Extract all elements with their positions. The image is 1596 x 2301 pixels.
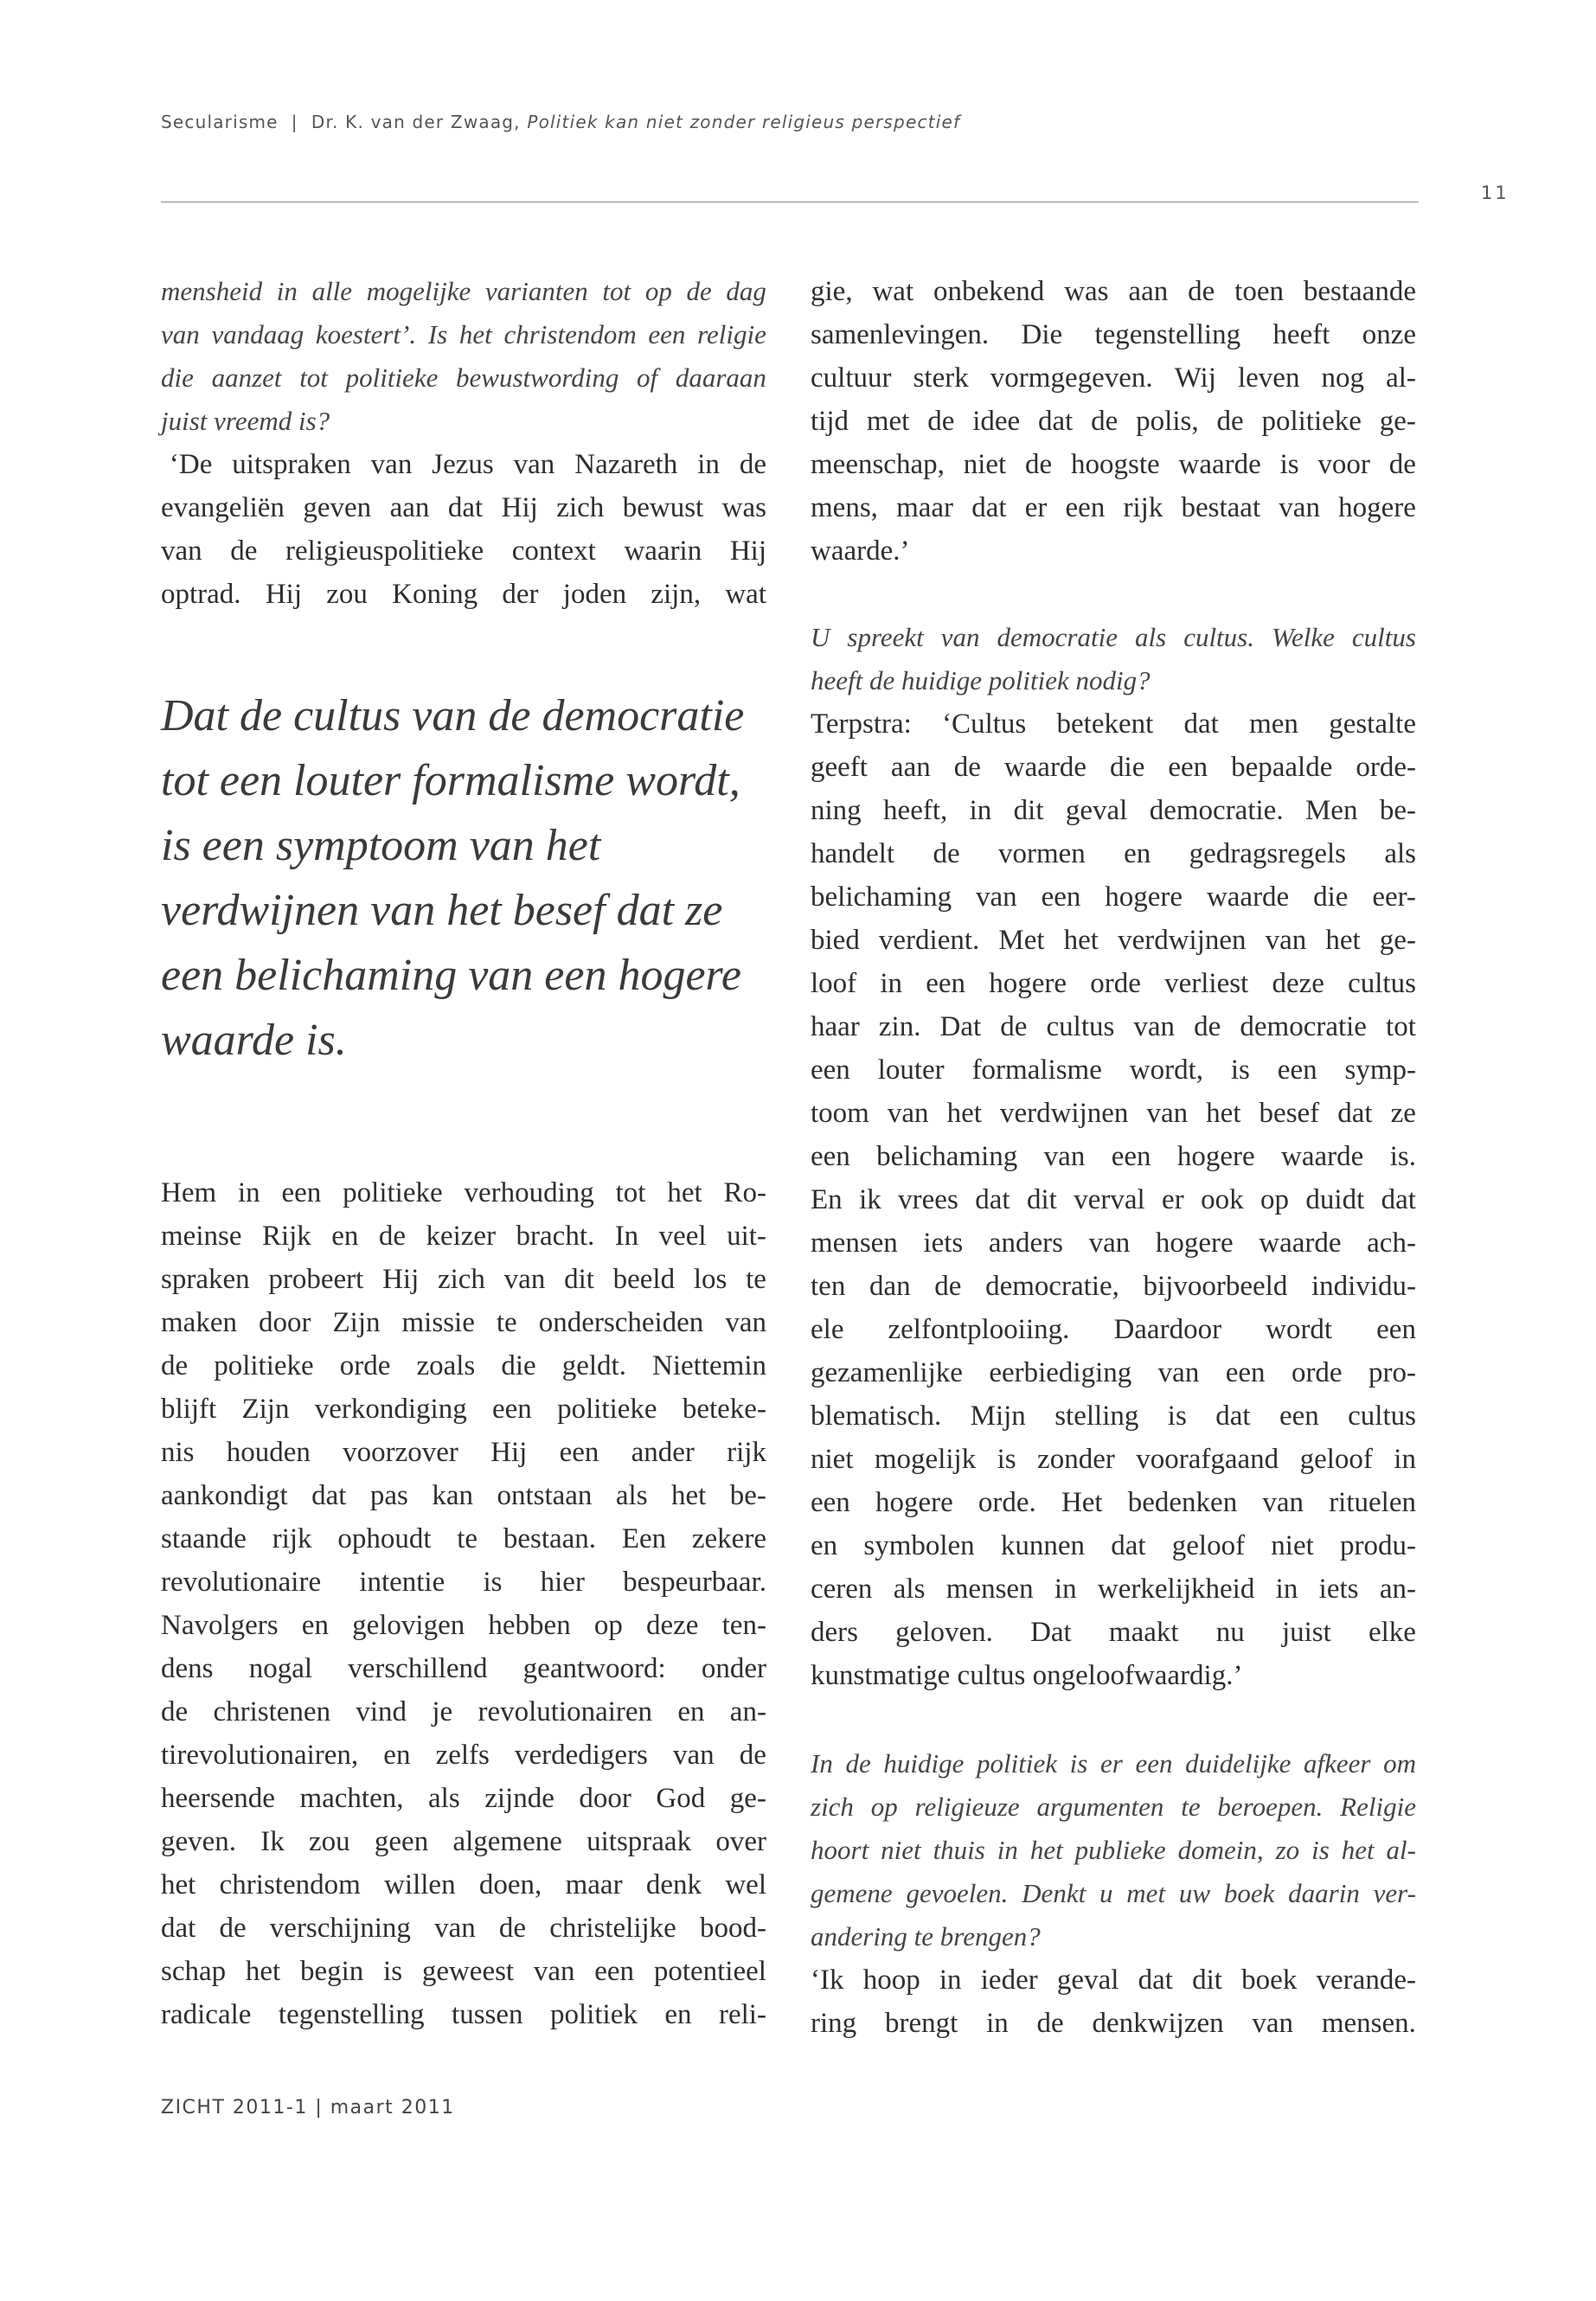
text-line: maken door Zijn missie te onderscheiden van <box>161 1307 766 1338</box>
text-line: meinse Rijk en de keizer bracht. In veel uit- <box>161 1221 766 1252</box>
text-line: Navolgers en gelovigen hebben op deze ten- <box>161 1610 766 1641</box>
text-line: belichaming van een hogere waarde die eer- <box>811 881 1416 913</box>
answer-1-continuation <box>811 270 1416 573</box>
text-line: ‘Ik hoop in ieder geval dat dit boek verande- <box>811 1965 1416 1996</box>
text-line: cultuur sterk vormgegeven. Wij leven nog al- <box>811 362 1416 394</box>
text-line: staande rijk ophoudt te bestaan. Een zekere <box>161 1523 766 1554</box>
text-line: toom van het verdwijnen van het besef dat ze <box>811 1098 1416 1129</box>
text-line: evangeliën geven aan dat Hij zich bewust was <box>161 492 766 523</box>
text-line: radicale tegenstelling tussen politiek en reli- <box>161 1999 766 2030</box>
text-line: aankondigt dat pas kan ontstaan als het be- <box>161 1480 766 1511</box>
text-line: een belichaming van een hogere <box>161 951 741 1000</box>
text-line: zich op religieuze argumenten te beroepen. Religie <box>811 1791 1416 1822</box>
text-line: geeft aan de waarde die een bepaalde orde- <box>811 752 1416 783</box>
answer-3 <box>811 1958 1416 2045</box>
text-line: gemene gevoelen. Denkt u met uw boek daarin ver- <box>811 1878 1416 1908</box>
text-line: heersende machten, als zijnde door God ge- <box>161 1783 766 1814</box>
text-line: optrad. Hij zou Koning der joden zijn, wat <box>161 579 766 610</box>
text-line: niet mogelijk is zonder voorafgaand geloof in <box>811 1444 1416 1475</box>
text-line: gezamenlijke eerbiediging van een orde pro- <box>811 1357 1416 1388</box>
text-line: van vandaag koestert’. Is het christendom een religie <box>161 319 766 349</box>
text-line: mensheid in alle mogelijke varianten tot op de dag <box>161 276 766 306</box>
header-author: Dr. K. van der Zwaag, <box>311 112 521 132</box>
text-line: loof in een hogere orde verliest deze cultus <box>811 968 1416 999</box>
text-line: ten dan de democratie, bijvoorbeeld individu- <box>811 1271 1416 1302</box>
text-line: handelt de vormen en gedragsregels als <box>811 838 1416 869</box>
text-line: spraken probeert Hij zich van dit beeld los te <box>161 1264 766 1295</box>
footer: ZICHT 2011-1 | maart 2011 <box>161 2097 455 2118</box>
text-line: hoort niet thuis in het publieke domein, zo is het al- <box>811 1835 1416 1865</box>
page-number: 11 <box>1481 183 1509 203</box>
text-line: mens, maar dat er een rijk bestaat van hogere <box>811 492 1416 523</box>
text-line: dat de verschijning van de christelijke bood- <box>161 1913 766 1944</box>
text-line: ders geloven. Dat maakt nu juist elke <box>811 1617 1416 1648</box>
text-line: blematisch. Mijn stelling is dat een cultus <box>811 1400 1416 1432</box>
text-line: schap het begin is geweest van een potentieel <box>161 1956 766 1987</box>
question-3 <box>811 1742 1416 1958</box>
text-line: de politieke orde zoals die geldt. Niettemin <box>161 1350 766 1381</box>
body-text <box>161 1171 766 2036</box>
text-line: gie, wat onbekend was aan de toen bestaande <box>811 276 1416 307</box>
text-line: heeft de huidige politiek nodig? <box>811 665 1151 695</box>
text-line: Dat de cultus van de democratie <box>161 691 745 740</box>
text-line: verdwijnen van het besef dat ze <box>161 886 723 935</box>
intro-question <box>161 270 766 443</box>
question-2 <box>811 616 1416 702</box>
text-line: tijd met de idee dat de polis, de politieke ge- <box>811 406 1416 437</box>
text-line: waarde is. <box>161 1016 347 1065</box>
text-line: haar zin. Dat de cultus van de democratie tot <box>811 1011 1416 1042</box>
text-line: mensen iets anders van hogere waarde ach- <box>811 1227 1416 1259</box>
text-line: waarde.’ <box>811 535 910 567</box>
text-line: ring brengt in de denkwijzen van mensen. <box>811 2008 1416 2039</box>
text-line: en symbolen kunnen dat geloof niet produ- <box>811 1530 1416 1561</box>
header-article-title: Politiek kan niet zonder religieus perspectief <box>527 112 961 132</box>
text-line: kunstmatige cultus ongeloofwaardig.’ <box>811 1660 1243 1691</box>
text-line: een louter formalisme wordt, is een symp- <box>811 1054 1416 1086</box>
text-line: revolutionaire intentie is hier bespeurbaar. <box>161 1567 766 1598</box>
answer-2 <box>811 702 1416 1697</box>
text-line: geven. Ik zou geen algemene uitspraak over <box>161 1826 766 1857</box>
text-line: samenlevingen. Die tegenstelling heeft onze <box>811 319 1416 350</box>
header-section: Secularisme <box>161 112 279 132</box>
header-separator: | <box>291 112 298 132</box>
text-line: tirevolutionairen, en zelfs verdedigers van de <box>161 1740 766 1771</box>
text-line: ‘De uitspraken van Jezus van Nazareth in de <box>169 449 766 480</box>
text-line: andering te brengen? <box>811 1921 1041 1952</box>
text-line: ceren als mensen in werkelijkheid in iets an- <box>811 1574 1416 1605</box>
text-line: van de religieuspolitieke context waarin Hij <box>161 535 766 567</box>
text-line: de christenen vind je revolutionairen en an- <box>161 1696 766 1727</box>
text-line: een belichaming van een hogere waarde is. <box>811 1141 1416 1172</box>
text-line: een hogere orde. Het bedenken van rituelen <box>811 1487 1416 1518</box>
text-line: is een symptoom van het <box>161 821 601 870</box>
text-line: meenschap, niet de hoogste waarde is voor de <box>811 449 1416 480</box>
text-line: In de huidige politiek is er een duidelijke afkeer om <box>811 1748 1416 1779</box>
text-line: dens nogal verschillend geantwoord: onder <box>161 1653 766 1684</box>
text-line: Terpstra: ‘Cultus betekent dat men gestalte <box>811 708 1416 740</box>
text-line: U spreekt van democratie als cultus. Welke cultus <box>811 622 1416 652</box>
text-line: nis houden voorzover Hij een ander rijk <box>161 1437 766 1468</box>
answer-1 <box>161 443 766 616</box>
text-line: juist vreemd is? <box>161 406 330 436</box>
running-header <box>161 112 960 132</box>
text-line: ning heeft, in dit geval democratie. Men be- <box>811 795 1416 826</box>
text-line: Hem in een politieke verhouding tot het Ro- <box>161 1177 766 1208</box>
text-line: ele zelfontplooiing. Daardoor wordt een <box>811 1314 1416 1345</box>
text-line: blijft Zijn verkondiging een politieke beteke- <box>161 1394 766 1425</box>
text-line: En ik vrees dat dit verval er ook op duidt dat <box>811 1184 1416 1215</box>
text-line: het christendom willen doen, maar denk wel <box>161 1869 766 1900</box>
text-line: tot een louter formalisme wordt, <box>161 756 740 805</box>
text-line: bied verdient. Met het verdwijnen van het ge- <box>811 925 1416 956</box>
pull-quote <box>161 683 766 1073</box>
text-line: die aanzet tot politieke bewustwording of daaraan <box>161 362 766 393</box>
